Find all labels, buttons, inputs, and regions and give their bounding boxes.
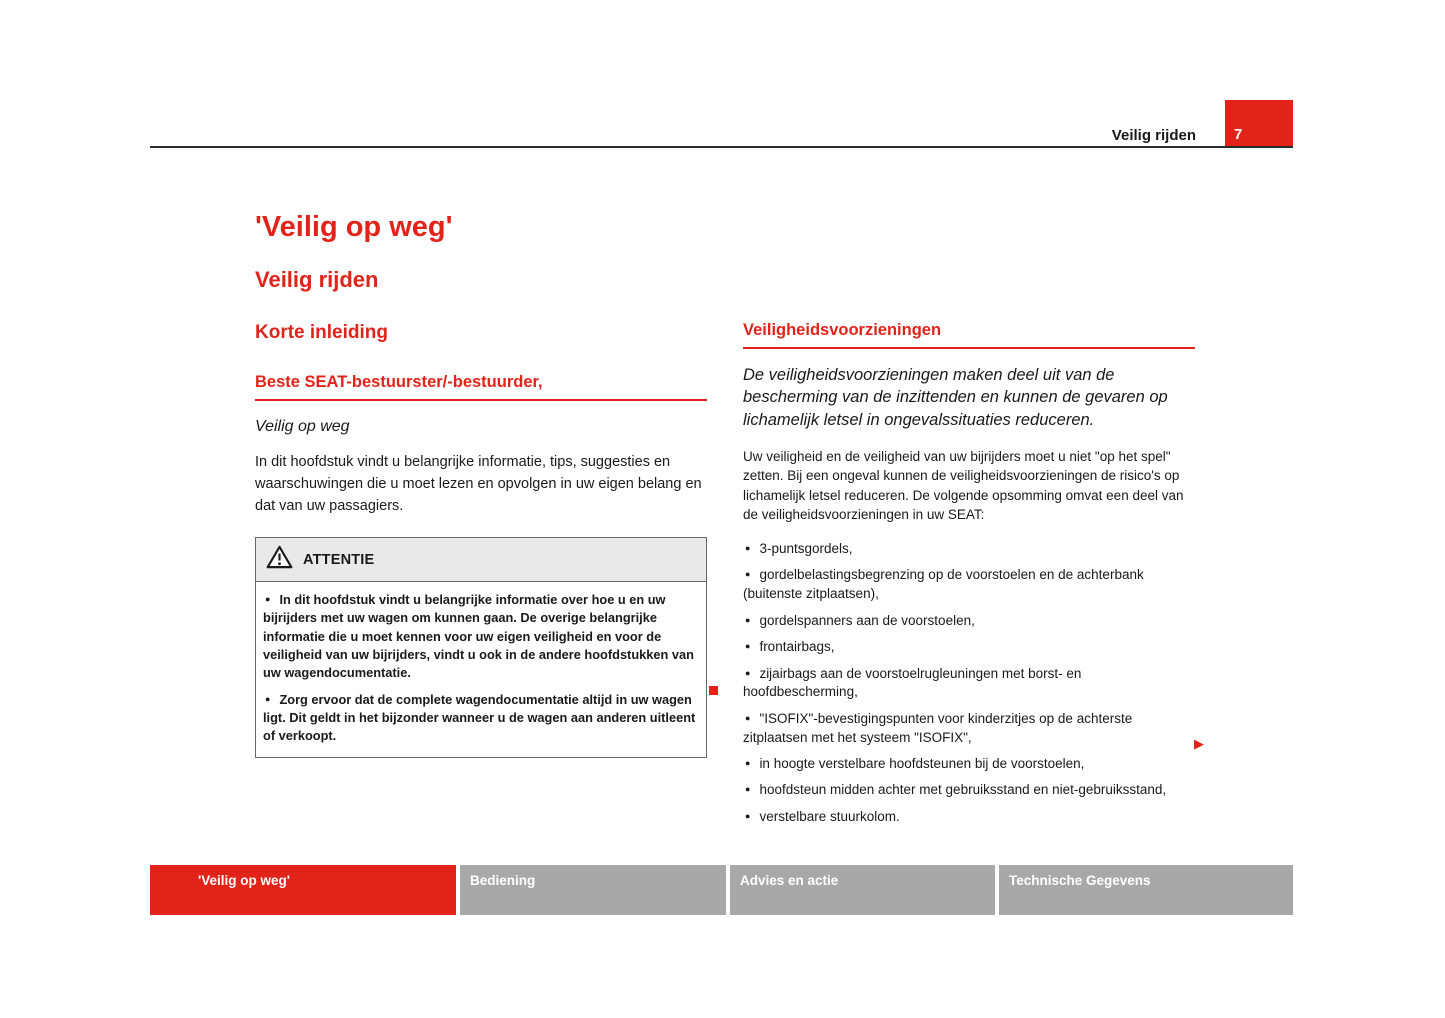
list-item-text: gordelspanners aan de voorstoelen, (759, 612, 975, 628)
continuation-arrow-icon: ▶ (1194, 736, 1204, 751)
left-column (255, 373, 707, 758)
list-item-text: frontairbags, (759, 639, 835, 655)
warning-item (263, 691, 697, 745)
chapter-subtitle: Veilig rijden (255, 267, 379, 292)
list-item (743, 638, 1195, 657)
header-rule (150, 146, 1293, 148)
safety-feature-list (743, 540, 1195, 827)
footer-tab-label: Technische Gegevens (1009, 873, 1151, 888)
chapter-title: 'Veilig op weg' (255, 211, 453, 243)
list-item-text: hoofdsteun midden achter met gebruiksstand en niet-gebruiksstand, (759, 782, 1167, 798)
list-item (743, 540, 1195, 559)
list-item-text: verstelbare stuurkolom. (759, 808, 900, 824)
bullet-icon: ● (745, 784, 751, 795)
warning-item-text: Zorg ervoor dat de complete wagendocumentatie altijd in uw wagen ligt. Dit geldt in het bijzonder wanneer u de wagen aan anderen uitleent of verkoopt. (263, 692, 696, 744)
left-column-heading: Beste SEAT-bestuurster/-bestuurder, (255, 373, 707, 401)
bullet-icon: ● (265, 694, 271, 705)
warning-item-text: In dit hoofdstuk vindt u belangrijke informatie over hoe u en uw bijrijders met uw wagen om kunnen gaan. De overige belangrijke informatie die u moet kennen voor uw eigen veiligheid en voor de veiligheid van uw bijrijders, vindt u ook in de andere hoofdstukken van uw wagendocumentatie. (263, 592, 694, 680)
list-item-text: in hoogte verstelbare hoofdsteunen bij de voorstoelen, (759, 756, 1085, 772)
list-item-text: zijairbags aan de voorstoelrugleuningen met borst- en hoofdbescherming, (743, 665, 1082, 700)
warning-triangle-icon (266, 545, 293, 574)
left-lead: Veilig op weg (255, 418, 350, 435)
warning-box (255, 537, 707, 757)
bullet-icon: ● (745, 641, 751, 652)
list-item (743, 808, 1195, 827)
bullet-icon: ● (265, 594, 271, 605)
right-paragraph: Uw veiligheid en de veiligheid van uw bijrijders moet u niet "op het spel" zetten. Bij een ongeval kunnen de veiligheidsvoorzieningen de risico's op lichamelijk letsel reduceren. De volgende opsomming omvat een deel van de veiligheidsvoorzieningen in uw SEAT: (743, 448, 1184, 523)
right-column-heading: Veiligheidsvoorzieningen (743, 321, 1195, 349)
bullet-icon: ● (745, 614, 751, 625)
right-lead: De veiligheidsvoorzieningen maken deel uit van de bescherming van de inzittenden en kunnen de gevaren op lichamelijk letsel in ongevalssituaties reduceren. (743, 366, 1168, 429)
bullet-icon: ● (745, 667, 751, 678)
warning-box-body (256, 582, 706, 756)
list-item (743, 755, 1195, 774)
list-item-text: 3-puntsgordels, (759, 541, 853, 557)
section-end-marker (709, 686, 718, 695)
footer-tab-bediening[interactable] (460, 865, 726, 915)
footer-tab-bar (150, 865, 1293, 915)
list-item (743, 781, 1195, 800)
header-section-title: Veilig rijden (1111, 127, 1196, 144)
footer-tab-technische-gegevens[interactable] (999, 865, 1293, 915)
warning-item (263, 591, 697, 682)
list-item-text: "ISOFIX"-bevestigingspunten voor kinderzitjes op de achterste zitplaatsen met het systeem "ISOFIX", (743, 710, 1133, 745)
footer-tab-label: Advies en actie (740, 873, 839, 888)
bullet-icon: ● (745, 543, 751, 554)
list-item (743, 566, 1195, 604)
right-column (743, 321, 1195, 834)
footer-tab-label: Bediening (470, 873, 536, 888)
left-paragraph: In dit hoofdstuk vindt u belangrijke informatie, tips, suggesties en waarschuwingen die u moet lezen en opvolgen in uw eigen belang en dat van uw passagiers. (255, 454, 702, 514)
warning-title: ATTENTIE (303, 551, 375, 568)
bullet-icon: ● (745, 758, 751, 769)
list-item (743, 710, 1195, 748)
page-number-badge (1225, 100, 1293, 148)
footer-tab-label: 'Veilig op weg' (198, 873, 290, 888)
list-item-text: gordelbelastingsbegrenzing op de voorstoelen en de achterbank (buitenste zitplaatsen), (743, 567, 1144, 602)
page-number: 7 (1234, 126, 1243, 143)
list-item (743, 665, 1195, 703)
warning-box-header (256, 538, 706, 582)
bullet-icon: ● (745, 712, 751, 723)
bullet-icon: ● (745, 810, 751, 821)
footer-tab-veilig-op-weg[interactable] (150, 865, 456, 915)
footer-tab-advies-en-actie[interactable] (730, 865, 995, 915)
bullet-icon: ● (745, 569, 751, 580)
list-item (743, 612, 1195, 631)
section-heading: Korte inleiding (255, 322, 388, 343)
